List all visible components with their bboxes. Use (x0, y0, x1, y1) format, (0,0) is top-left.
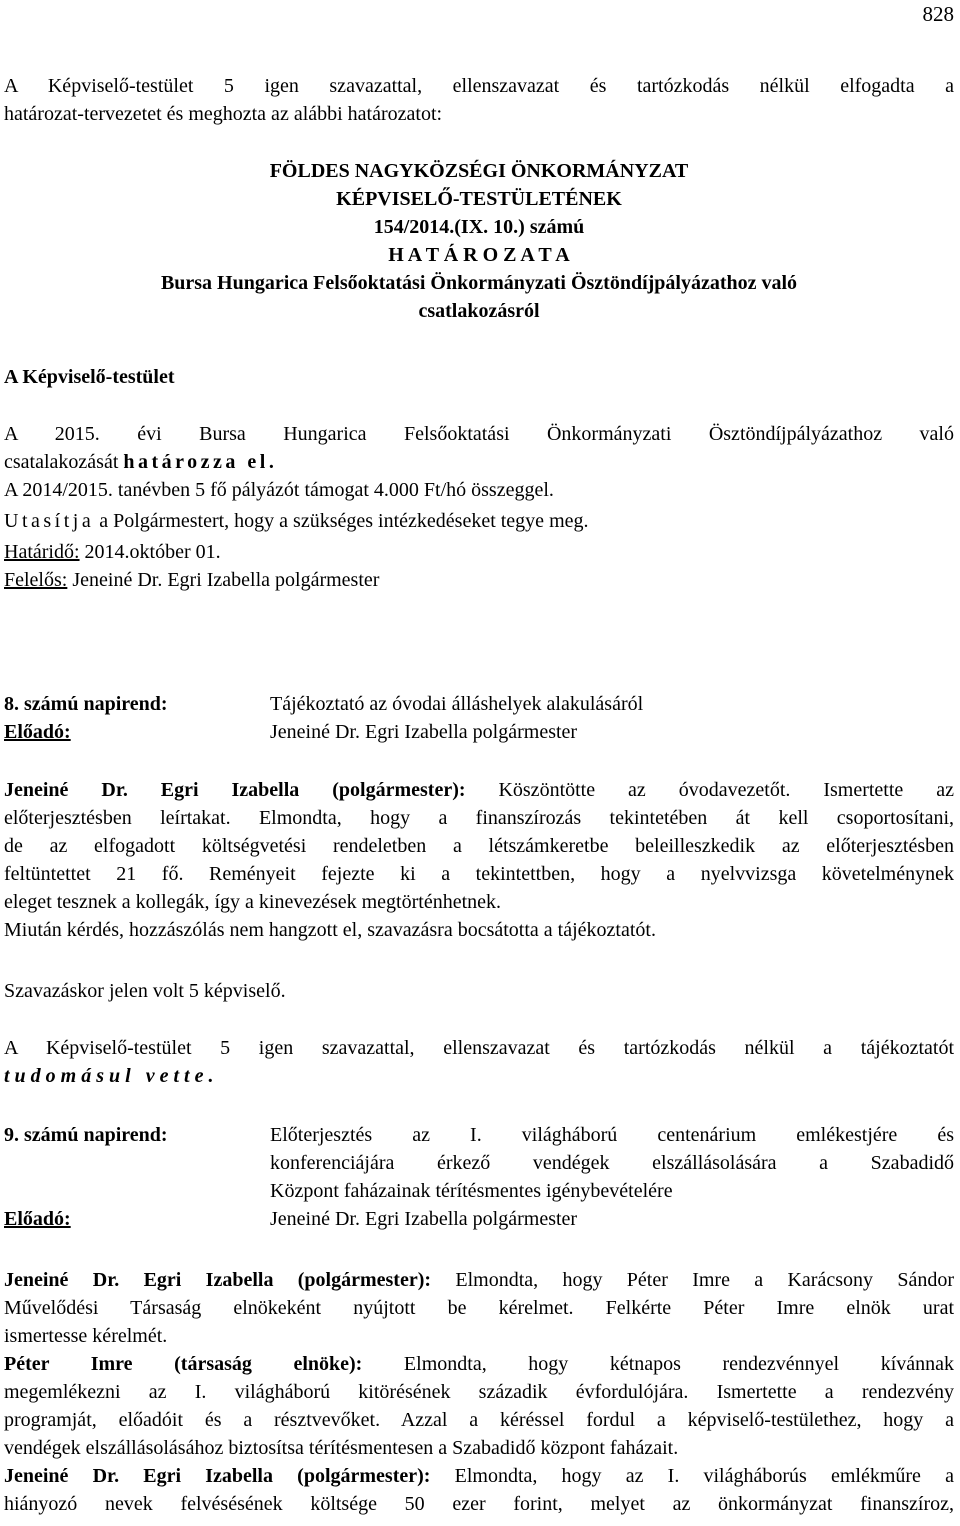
responsible-value: Jeneiné Dr. Egri Izabella polgármester (67, 569, 380, 591)
agenda-item-9 (4, 1121, 954, 1233)
agenda-row (4, 1121, 954, 1149)
vote-decision: tudomásul vette. (4, 1065, 219, 1087)
resolution-authority: FÖLDES NAGYKÖZSÉGI ÖNKORMÁNYZAT (269, 160, 689, 182)
discussion-line: Művelődési Társaság elnökeként nyújtott be kérelmet. Felkérte Péter Imre elnök urat (4, 1297, 954, 1319)
discussion-line: programját, előadóit és a résztvevőket. Azzal a kéréssel fordul a képviselő-testülethez, hogy a (4, 1409, 954, 1431)
resolution-body: KÉPVISELŐ-TESTÜLETÉNEK (336, 188, 622, 210)
presenter-label: Előadó: (4, 721, 71, 743)
responsible (4, 566, 954, 594)
deadline (4, 538, 954, 566)
agenda-item-8 (4, 690, 954, 746)
presenter-row (4, 1205, 954, 1233)
deadline-value: 2014.október 01. (79, 541, 221, 563)
speech-text: Elmondta, hogy az I. világháborús emlékműre a (430, 1465, 954, 1487)
discussion-line (4, 1350, 954, 1378)
speech-text: Elmondta, hogy kétnapos rendezvénnyel kívánnak (362, 1353, 954, 1375)
resolution-number: 154/2014.(IX. 10.) számú (373, 216, 585, 238)
instruction-word: Utasítja (4, 510, 95, 532)
agenda-title-cont: Központ faházainak térítésmentes igénybevételére (270, 1180, 673, 1202)
attendance-note: Szavazáskor jelen volt 5 képviselő. (4, 980, 286, 1002)
resolution-line (4, 448, 954, 476)
discussion-line: feltüntettet 21 fő. Reményeit fejezte ki a tekintettben, hogy a nyelvvizsga követelménynek (4, 863, 954, 885)
page-number: 828 (922, 2, 954, 26)
resolution-line: A 2015. évi Bursa Hungarica Felsőoktatási Önkormányzati Ösztöndíjpályázathoz való (4, 423, 954, 445)
discussion-line: de az elfogadott költségvetési rendeletben a létszámkeretbe beleilleszkedik az előterjesztésben (4, 835, 954, 857)
intro-paragraph (4, 72, 954, 128)
resolution-line: A 2014/2015. tanévben 5 fő pályázót támogat 4.000 Ft/hó összeggel. (4, 479, 554, 501)
speaker: Jeneiné Dr. Egri Izabella (polgármester): (4, 1269, 432, 1291)
resolution-title-cont: csatlakozásról (418, 300, 540, 322)
resolution-line-text: a Polgármestert, hogy a szükséges intézkedéseket tegye meg. (94, 510, 589, 532)
resolution-line-text: csatalakozását (4, 451, 124, 473)
agenda-row (4, 1149, 954, 1177)
item9-discussion (4, 1266, 954, 1518)
speaker: Péter Imre (társaság elnöke): (4, 1353, 363, 1375)
intro-line: A Képviselő-testület 5 igen szavazattal, ellenszavazat és tartózkodás nélkül elfogadta a (4, 75, 954, 97)
deadline-label: Határidő: (4, 541, 80, 563)
discussion-line: eleget tesznek a kollegák, így a kinevezések megtörténhetnek. (4, 891, 502, 913)
agenda-row (4, 690, 954, 718)
speech-text: Elmondta, hogy Péter Imre a Karácsony Sándor (431, 1269, 954, 1291)
discussion-line: Miután kérdés, hozzászólás nem hangzott el, szavazásra bocsátotta a tájékoztatót. (4, 919, 656, 941)
speaker: Jeneiné Dr. Egri Izabella (polgármester): (4, 1465, 431, 1487)
item8-vote (4, 1034, 954, 1090)
speech-text: Köszöntötte az óvodavezetőt. Ismertette az (465, 779, 954, 801)
presenter-name: Jeneiné Dr. Egri Izabella polgármester (270, 721, 578, 743)
agenda-title: Előterjesztés az I. világháború centenárium emlékestjére és (270, 1124, 954, 1146)
presenter-row (4, 718, 954, 746)
resolution-title: Bursa Hungarica Felsőoktatási Önkormányzati Ösztöndíjpályázathoz való (160, 272, 798, 294)
responsible-label: Felelős: (4, 569, 68, 591)
discussion-line (4, 1462, 954, 1490)
item8-discussion (4, 776, 954, 944)
agenda-title-cont: konferenciájára érkező vendégek elszállásolására a Szabadidő (270, 1152, 954, 1174)
discussion-line (4, 776, 954, 804)
agenda-label: 9. számú napirend: (4, 1124, 168, 1146)
decision-word: határozza el. (123, 451, 278, 473)
resolution-header (4, 157, 954, 325)
resolution-type: H A T Á R O Z A T A (388, 244, 570, 266)
discussion-line: vendégek elszállásolásához biztosítsa térítésmentesen a Szabadidő központ faházait. (4, 1437, 679, 1459)
speaker: Jeneiné Dr. Egri Izabella (polgármester): (4, 779, 466, 801)
discussion-line: megemlékezni az I. világháború kitörésének századik évfordulójára. Ismertette a rendezvény (4, 1381, 954, 1403)
vote-line: A Képviselő-testület 5 igen szavazattal, ellenszavazat és tartózkodás nélkül a tájékoztatót (4, 1037, 954, 1059)
presenter-name: Jeneiné Dr. Egri Izabella polgármester (270, 1208, 578, 1230)
intro-line: határozat-tervezetet és meghozta az alábbi határozatot: (4, 103, 443, 125)
agenda-title: Tájékoztató az óvodai álláshelyek alakulásáról (270, 693, 644, 715)
resolution-line (4, 507, 954, 535)
agenda-row (4, 1177, 954, 1205)
presenter-label: Előadó: (4, 1208, 71, 1230)
discussion-line: hiányozó nevek felvésésének költsége 50 ezer forint, melyet az önkormányzat finanszíroz, (4, 1493, 954, 1515)
discussion-line: előterjesztésben leírtakat. Elmondta, hogy a finanszírozás tekintetében át kell csoportosítani, (4, 807, 954, 829)
discussion-line: ismertesse kérelmét. (4, 1325, 168, 1347)
agenda-label: 8. számú napirend: (4, 693, 168, 715)
discussion-line (4, 1266, 954, 1294)
resolution-body-head: A Képviselő-testület (4, 366, 175, 388)
resolution-text (4, 420, 954, 594)
